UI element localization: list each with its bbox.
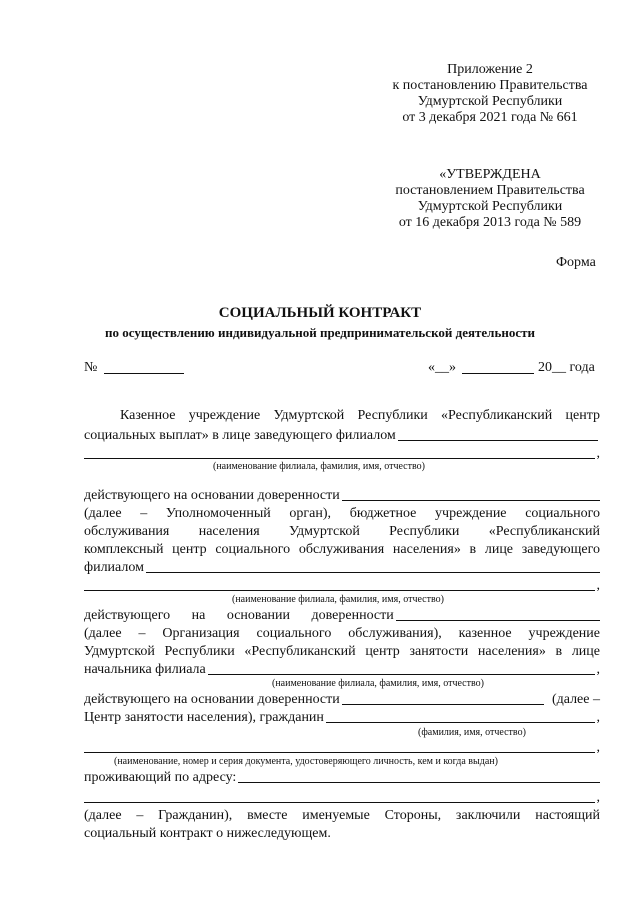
approved-line: Удмуртской Республики [417, 199, 563, 214]
para1-line: Казенное учреждение Удмуртской Республики «Республиканский центр [120, 408, 600, 423]
appendix-line: Удмуртской Республики [417, 94, 563, 109]
para2-line-with-field [84, 488, 600, 504]
address-line [84, 770, 600, 786]
para5-line: социальный контракт о нижеследующем. [84, 826, 331, 841]
para2-continuation [84, 578, 600, 594]
address-continuation [84, 790, 600, 806]
para5-line: (далее – Гражданин), вместе именуемые Стороны, заключили настоящий [84, 808, 600, 823]
approved-line: постановлением Правительства [395, 183, 585, 198]
caption-branch: (наименование филиала, фамилия, имя, отчество) [232, 594, 444, 605]
para2-line: обслуживания населения Удмуртской Республики «Республиканский [84, 524, 600, 539]
number-label: № [84, 360, 98, 375]
appendix-line: Приложение 2 [447, 62, 533, 77]
approved-block [380, 167, 600, 231]
comma: , [596, 662, 600, 677]
caption-name: (фамилия, имя, отчество) [418, 727, 526, 738]
para1-line-with-field [84, 428, 600, 444]
para1-continuation [84, 446, 600, 462]
para4-text-end: (далее – [551, 692, 600, 707]
document-title: СОЦИАЛЬНЫЙ КОНТРАКТ [218, 305, 422, 321]
para3-line: (далее – Организация социального обслуживания), казенное учреждение [84, 626, 600, 641]
para3-line: Удмуртской Республики «Республиканский центр занятости населения» в лице [84, 644, 600, 659]
approved-line: «УТВЕРЖДЕНА [439, 167, 541, 182]
form-label: Форма [556, 255, 596, 270]
para3-line-with-field [84, 608, 600, 624]
para3-text: начальника филиала [84, 662, 206, 677]
attorney-field[interactable] [342, 704, 544, 705]
address-field[interactable] [238, 782, 600, 783]
identity-document-field[interactable] [84, 752, 595, 753]
address-field-2[interactable] [84, 802, 595, 803]
appendix-line: к постановлению Правительства [392, 78, 588, 93]
comma: , [596, 578, 600, 593]
para4-line-with-field [84, 710, 600, 726]
para1-text: социальных выплат» в лице заведующего филиалом [84, 428, 396, 443]
para2-text: действующего на основании доверенности [84, 488, 340, 503]
comma: , [596, 446, 600, 461]
branch-field[interactable] [146, 572, 600, 573]
date-month-blank[interactable] [462, 373, 534, 374]
caption-branch: (наименование филиала, фамилия, имя, отчество) [272, 678, 484, 689]
para2-line: комплексный центр социального обслуживания населения» в лице заведующего [84, 542, 600, 557]
number-blank[interactable] [104, 373, 184, 374]
caption-identity-document: (наименование, номер и серия документа, удостоверяющего личность, кем и когда выдан) [114, 756, 498, 767]
para4-text: Центр занятости населения), гражданин [84, 710, 324, 725]
branch-head-field[interactable] [398, 440, 598, 441]
para3-line-with-field [84, 662, 600, 678]
document-id-line [84, 740, 600, 756]
citizen-name-field[interactable] [326, 722, 595, 723]
para2-line-with-field [84, 560, 600, 576]
comma: , [596, 710, 600, 725]
para2-line: (далее – Уполномоченный орган), бюджетное учреждение социального [84, 506, 600, 521]
branch-field-2[interactable] [84, 590, 595, 591]
comma: , [596, 790, 600, 805]
para3-text: действующего на основании доверенности [84, 608, 394, 623]
para2-text: филиалом [84, 560, 144, 575]
approved-line: от 16 декабря 2013 года № 589 [398, 215, 582, 230]
para4-line-with-field [84, 692, 600, 708]
branch-head-field-2[interactable] [84, 458, 595, 459]
attorney-field[interactable] [342, 500, 600, 501]
date-year: 20__ года [538, 360, 595, 375]
document-subtitle: по осуществлению индивидуальной предпринимательской деятельности [105, 325, 535, 340]
appendix-block [380, 62, 600, 126]
branch-chief-field[interactable] [208, 674, 595, 675]
para4-text: действующего на основании доверенности [84, 692, 340, 707]
address-label: проживающий по адресу: [84, 770, 237, 785]
caption-branch: (наименование филиала, фамилия, имя, отчество) [213, 461, 425, 472]
attorney-field[interactable] [396, 620, 600, 621]
date-day: «__» [428, 360, 456, 375]
comma: , [596, 740, 600, 755]
appendix-line: от 3 декабря 2021 года № 661 [402, 110, 578, 125]
